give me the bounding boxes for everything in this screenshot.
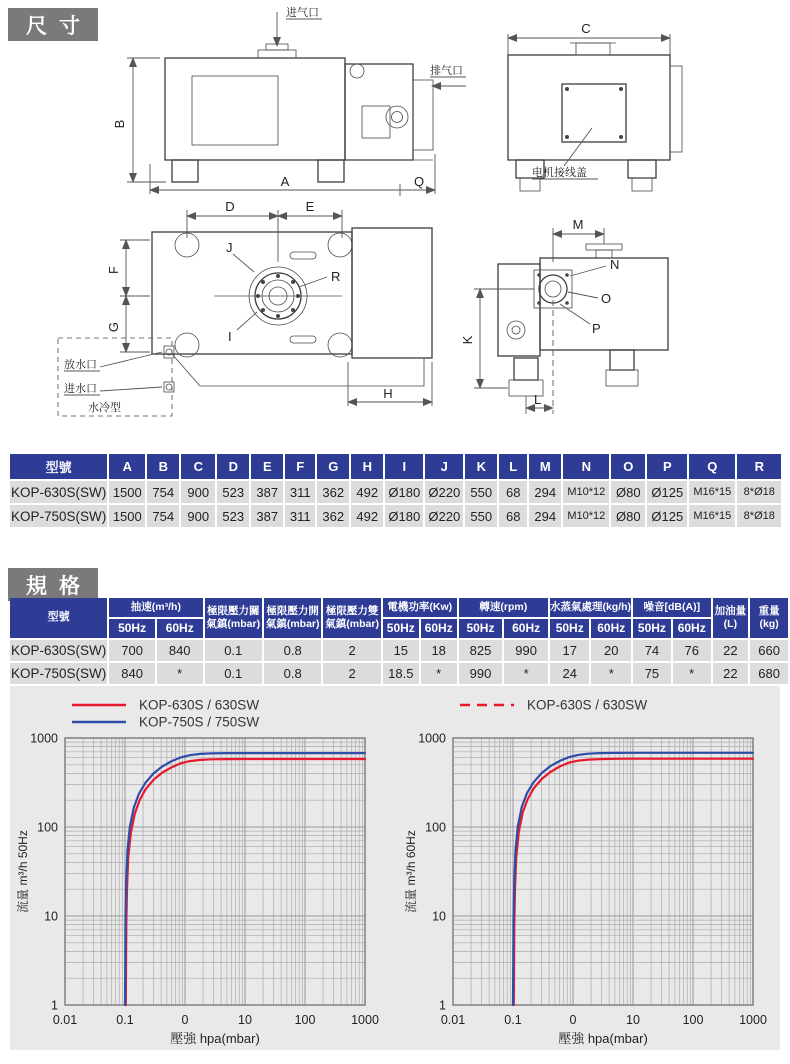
spec-cell: 990 (504, 640, 548, 661)
dim-cell: 523 (217, 505, 249, 527)
spec-cell: 20 (591, 640, 631, 661)
y-tick-label: 1 (439, 998, 446, 1013)
spec-sub-header: 50Hz (550, 619, 590, 638)
dim-cell: 362 (317, 481, 349, 503)
dim-col-header: G (317, 454, 349, 479)
flow-chart-50hz-svg (10, 686, 395, 1050)
legend-label: KOP-750S / 750SW (139, 714, 260, 730)
dim-cell: 294 (529, 505, 561, 527)
dim-col-header: H (351, 454, 383, 479)
spec-cell: 76 (673, 640, 711, 661)
dim-label-d: D (225, 199, 235, 214)
spec-group-header: 極限壓力開氣鎮(mbar) (264, 598, 321, 638)
spec-sub-header: 60Hz (591, 619, 631, 638)
dim-cell: 550 (465, 505, 497, 527)
dim-col-header: Q (689, 454, 735, 479)
dim-col-header: F (285, 454, 315, 479)
x-tick-label: 0 (569, 1013, 577, 1027)
y-tick-label: 100 (37, 820, 58, 835)
spec-cell: 18 (421, 640, 457, 661)
dim-col-header: R (737, 454, 781, 479)
dim-label-e: E (305, 199, 315, 214)
spec-table-row (10, 663, 788, 684)
section-title-dimensions: 尺寸 (8, 8, 98, 41)
x-tick-label: 0.01 (440, 1013, 466, 1027)
dim-cell: 387 (251, 505, 283, 527)
x-axis-label: 壓強 hpa(mbar) (558, 1031, 648, 1046)
dim-label-o: O (601, 291, 612, 306)
spec-cell: * (504, 663, 548, 684)
dim-cell: M10*12 (563, 505, 609, 527)
dim-label-n: N (610, 257, 620, 272)
dim-model-header: 型號 (10, 454, 107, 479)
y-axis-label: 流量 m³/h 50Hz (16, 830, 30, 913)
model-cell: KOP-750S(SW) (10, 505, 107, 527)
dim-col-header: J (425, 454, 463, 479)
dim-col-header: P (647, 454, 687, 479)
spec-cell: 990 (459, 663, 503, 684)
dim-cell: Ø125 (647, 481, 687, 503)
dim-cell: 523 (217, 481, 249, 503)
charts-panel (10, 686, 780, 1050)
dim-cell: Ø125 (647, 505, 687, 527)
dim-label-j: J (226, 240, 233, 255)
y-tick-label: 1 (51, 998, 58, 1013)
flow-chart-60hz-svg (398, 686, 783, 1050)
spec-cell: * (157, 663, 203, 684)
exhaust-port-label: 排气口 (430, 65, 463, 77)
dim-col-header: L (499, 454, 527, 479)
drawing-side-view (112, 5, 466, 196)
dim-cell: 492 (351, 505, 383, 527)
dim-cell: 900 (181, 481, 215, 503)
water-inlet-label: 进水口 (64, 383, 97, 395)
plot-frame (453, 738, 753, 1005)
spec-cell: 825 (459, 640, 503, 661)
plot-frame (65, 738, 365, 1005)
model-cell: KOP-630S(SW) (10, 640, 107, 661)
dim-cell: 68 (499, 481, 527, 503)
dim-label-r: R (331, 269, 341, 284)
drain-port-label: 放水口 (64, 359, 97, 371)
legend-label: KOP-630S / 630SW (139, 697, 260, 713)
motor-cover-label: 电机接线盖 (532, 167, 587, 179)
spec-model-header: 型號 (10, 598, 107, 638)
dim-label-h: H (383, 386, 393, 401)
dimension-table (8, 452, 783, 529)
x-tick-label: 100 (682, 1013, 704, 1027)
spec-cell: 15 (383, 640, 419, 661)
dim-cell: 550 (465, 481, 497, 503)
spec-cell: 24 (550, 663, 590, 684)
dim-label-g: G (106, 321, 121, 333)
dim-col-header: K (465, 454, 497, 479)
dim-label-a: A (280, 174, 290, 189)
dim-cell: 362 (317, 505, 349, 527)
dim-cell: M16*15 (689, 481, 735, 503)
spec-sub-header: 60Hz (157, 619, 203, 638)
dim-cell: 8*Ø18 (737, 505, 781, 527)
x-tick-label: 0.1 (504, 1013, 522, 1027)
spec-cell: * (673, 663, 711, 684)
dim-cell: Ø220 (425, 505, 463, 527)
dim-col-header: E (251, 454, 283, 479)
x-tick-label: 10 (626, 1013, 640, 1027)
dim-label-k: K (460, 335, 475, 345)
y-tick-label: 10 (44, 909, 58, 924)
dim-cell: 492 (351, 481, 383, 503)
dim-table-row (10, 505, 781, 527)
dim-label-m: M (572, 217, 584, 232)
dim-cell: 8*Ø18 (737, 481, 781, 503)
x-tick-label: 1000 (739, 1013, 767, 1027)
x-tick-label: 10 (238, 1013, 252, 1027)
spec-sub-header: 60Hz (504, 619, 548, 638)
dim-col-header: M (529, 454, 561, 479)
spec-table-row (10, 640, 788, 661)
x-tick-label: 1000 (351, 1013, 379, 1027)
spec-sub-header: 60Hz (421, 619, 457, 638)
dim-cell: 900 (181, 505, 215, 527)
spec-header-row-2 (10, 619, 788, 638)
dim-col-header: C (181, 454, 215, 479)
spec-group-header: 水蒸氣處理(kg/h) (550, 598, 631, 617)
x-tick-label: 0.01 (52, 1013, 78, 1027)
spec-cell: * (421, 663, 457, 684)
spec-sub-header: 50Hz (459, 619, 503, 638)
chart-grid (65, 738, 365, 1005)
spec-cell: 840 (109, 663, 155, 684)
section-title-specs: 規格 (8, 568, 98, 601)
dim-label-b: B (112, 119, 127, 129)
dim-header-row (10, 454, 781, 479)
spec-cell: 18.5 (383, 663, 419, 684)
spec-cell: 75 (633, 663, 671, 684)
dim-cell: 754 (147, 505, 179, 527)
dim-cell: 311 (285, 481, 315, 503)
spec-group-header: 加油量(L) (713, 598, 749, 638)
specification-table (8, 596, 790, 686)
dim-label-q: Q (413, 174, 425, 189)
y-tick-label: 1000 (418, 731, 446, 746)
spec-group-header: 電機功率(Kw) (383, 598, 457, 617)
dim-cell: M10*12 (563, 481, 609, 503)
spec-group-header: 轉速(rpm) (459, 598, 548, 617)
flow-chart-50hz (10, 686, 395, 1050)
drawing-end-view (460, 217, 668, 414)
y-tick-label: 100 (425, 820, 446, 835)
spec-cell: 2 (323, 640, 380, 661)
spec-cell: 0.1 (205, 663, 262, 684)
y-tick-label: 10 (432, 909, 446, 924)
spec-sub-header: 50Hz (383, 619, 419, 638)
x-tick-label: 100 (294, 1013, 316, 1027)
dim-col-header: D (217, 454, 249, 479)
spec-cell: * (591, 663, 631, 684)
dim-cell: Ø80 (611, 481, 645, 503)
drawing-top-view (58, 199, 432, 416)
spec-cell: 700 (109, 640, 155, 661)
dim-cell: 68 (499, 505, 527, 527)
dim-cell: Ø220 (425, 481, 463, 503)
spec-cell: 0.1 (205, 640, 262, 661)
spec-cell: 2 (323, 663, 380, 684)
spec-group-header: 抽速(m³/h) (109, 598, 202, 617)
x-axis-label: 壓強 hpa(mbar) (170, 1031, 260, 1046)
model-cell: KOP-630S(SW) (10, 481, 107, 503)
y-axis-label: 流量 m³/h 60Hz (404, 830, 418, 913)
spec-sub-header: 60Hz (673, 619, 711, 638)
spec-sub-header: 50Hz (633, 619, 671, 638)
spec-group-header: 極限壓力雙氣鎮(mbar) (323, 598, 380, 638)
spec-group-header: 極限壓力關氣鎮(mbar) (205, 598, 262, 638)
spec-group-header: 噪音[dB(A)] (633, 598, 711, 617)
dimension-drawings (0, 0, 790, 445)
dim-label-c: C (581, 21, 591, 36)
spec-sub-header: 50Hz (109, 619, 155, 638)
spec-header-row-1 (10, 598, 788, 617)
spec-cell: 680 (750, 663, 788, 684)
drawing-rear-view (508, 21, 682, 191)
dim-cell: Ø80 (611, 505, 645, 527)
flow-chart-60hz (398, 686, 783, 1050)
water-cooled-label: 水冷型 (88, 402, 121, 414)
spec-cell: 660 (750, 640, 788, 661)
dim-col-header: A (109, 454, 145, 479)
dim-cell: Ø180 (385, 481, 423, 503)
dim-cell: 1500 (109, 481, 145, 503)
dim-cell: M16*15 (689, 505, 735, 527)
dim-col-header: O (611, 454, 645, 479)
spec-group-header: 重量(kg) (750, 598, 788, 638)
dim-cell: 754 (147, 481, 179, 503)
dim-cell: 387 (251, 481, 283, 503)
dim-label-i: I (228, 329, 232, 344)
dim-cell: 294 (529, 481, 561, 503)
dim-label-l: L (534, 392, 542, 407)
x-tick-label: 0.1 (116, 1013, 134, 1027)
model-cell: KOP-750S(SW) (10, 663, 107, 684)
dim-label-f: F (106, 266, 121, 274)
dim-table-row (10, 481, 781, 503)
legend-label: KOP-630S / 630SW (527, 697, 648, 713)
spec-cell: 74 (633, 640, 671, 661)
spec-cell: 22 (713, 640, 749, 661)
dim-col-header: N (563, 454, 609, 479)
chart-grid (453, 738, 753, 1005)
dim-cell: 311 (285, 505, 315, 527)
dim-cell: Ø180 (385, 505, 423, 527)
dim-cell: 1500 (109, 505, 145, 527)
y-tick-label: 1000 (30, 731, 58, 746)
spec-cell: 0.8 (264, 640, 321, 661)
spec-cell: 22 (713, 663, 749, 684)
x-tick-label: 0 (181, 1013, 189, 1027)
spec-cell: 0.8 (264, 663, 321, 684)
spec-cell: 17 (550, 640, 590, 661)
dim-col-header: B (147, 454, 179, 479)
spec-cell: 840 (157, 640, 203, 661)
dim-label-p: P (592, 321, 601, 336)
inlet-port-label: 进气口 (286, 7, 319, 19)
dim-col-header: I (385, 454, 423, 479)
